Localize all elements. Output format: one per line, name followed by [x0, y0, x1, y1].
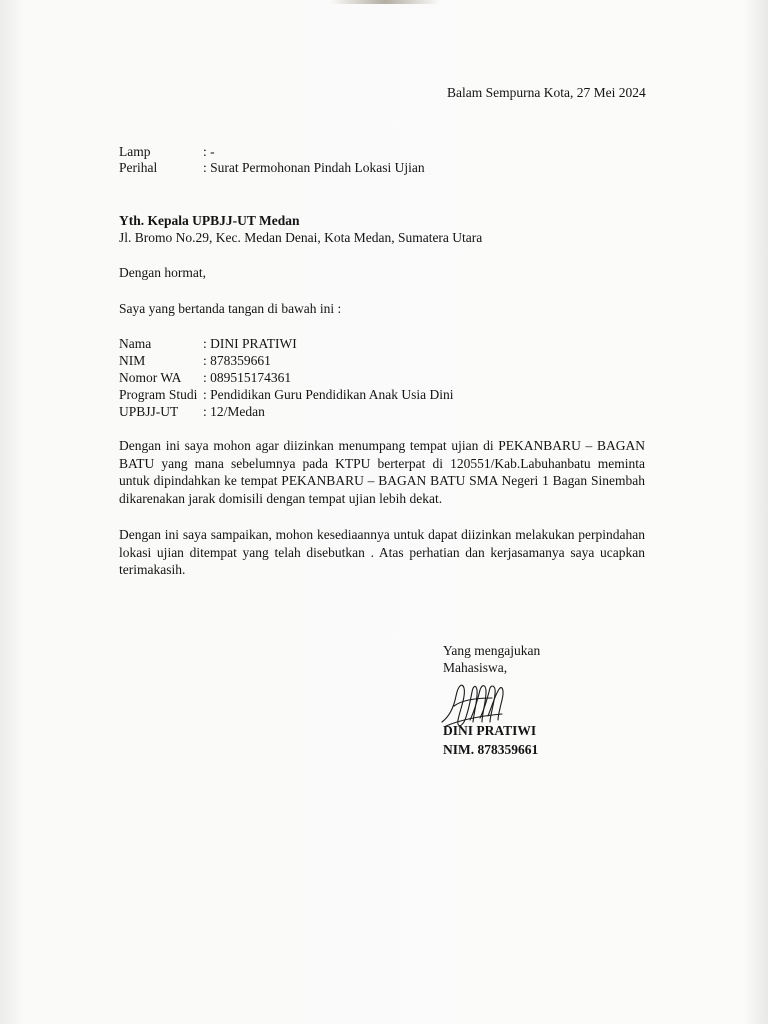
- identity-row: [119, 403, 265, 420]
- identity-value: : 878359661: [203, 353, 271, 368]
- identity-label: Nomor WA: [119, 370, 182, 385]
- identity-value: : 089515174361: [203, 370, 292, 385]
- signatory-name: DINI PRATIWI: [443, 723, 537, 738]
- greeting: Dengan hormat,: [119, 265, 206, 280]
- lamp-label: Lamp: [119, 144, 151, 159]
- identity-row: [119, 386, 453, 403]
- recipient-address: Jl. Bromo No.29, Kec. Medan Denai, Kota Medan, Sumatera Utara: [119, 230, 483, 245]
- closing-paragraph: [119, 526, 645, 579]
- lamp-row: [119, 144, 215, 160]
- closing-line-2: Mahasiswa,: [443, 660, 508, 675]
- paragraph-line: Dengan ini saya sampaikan, mohon kesediaannya untuk dapat diizinkan melakukan perpindahan: [119, 527, 645, 542]
- lamp-value: : -: [203, 144, 215, 159]
- identity-label: NIM: [119, 353, 146, 368]
- paragraph-line: Dengan ini saya mohon agar diizinkan menumpang tempat ujian di PEKANBARU – BAGAN: [119, 438, 645, 453]
- paragraph-line: lokasi ujian ditempat yang telah disebutkan . Atas perhatian dan kerjasamanya saya ucapkan: [119, 544, 645, 560]
- identity-label: Nama: [119, 336, 152, 351]
- paragraph-line: BATU yang mana sebelumnya pada KTPU berterpat di 120551/Kab.Labuhanbatu meminta: [119, 455, 645, 471]
- scan-edge-mark: [330, 0, 440, 4]
- paragraph-line: dikarenakan jarak domisili dengan tempat ujian lebih dekat.: [119, 490, 443, 506]
- paragraph-line: terimakasih.: [119, 562, 186, 577]
- identity-row: [119, 335, 297, 352]
- identity-value: : DINI PRATIWI: [203, 336, 297, 351]
- recipient-name: Yth. Kepala UPBJJ-UT Medan: [119, 213, 300, 228]
- perihal-row: [119, 160, 425, 176]
- signatory-block: [443, 723, 538, 758]
- identity-label: UPBJJ-UT: [119, 404, 179, 419]
- identity-row: [119, 352, 271, 369]
- identity-row: [119, 369, 291, 386]
- signatory-nim: NIM. 878359661: [443, 742, 539, 757]
- date-line: Balam Sempurna Kota, 27 Mei 2024: [447, 85, 646, 100]
- paragraph-line: untuk dipindahkan ke tempat PEKANBARU – BAGAN BATU SMA Negeri 1 Bagan Sinembah: [119, 473, 645, 488]
- intro-text: Saya yang bertanda tangan di bawah ini :: [119, 301, 342, 316]
- closing-line-1: Yang mengajukan: [443, 643, 541, 658]
- perihal-value: : Surat Permohonan Pindah Lokasi Ujian: [203, 160, 425, 175]
- identity-value: : 12/Medan: [203, 404, 265, 419]
- identity-value: : Pendidikan Guru Pendidikan Anak Usia Dini: [203, 387, 454, 402]
- identity-label: Program Studi: [119, 387, 198, 402]
- perihal-label: Perihal: [119, 160, 158, 175]
- request-paragraph: [119, 437, 645, 507]
